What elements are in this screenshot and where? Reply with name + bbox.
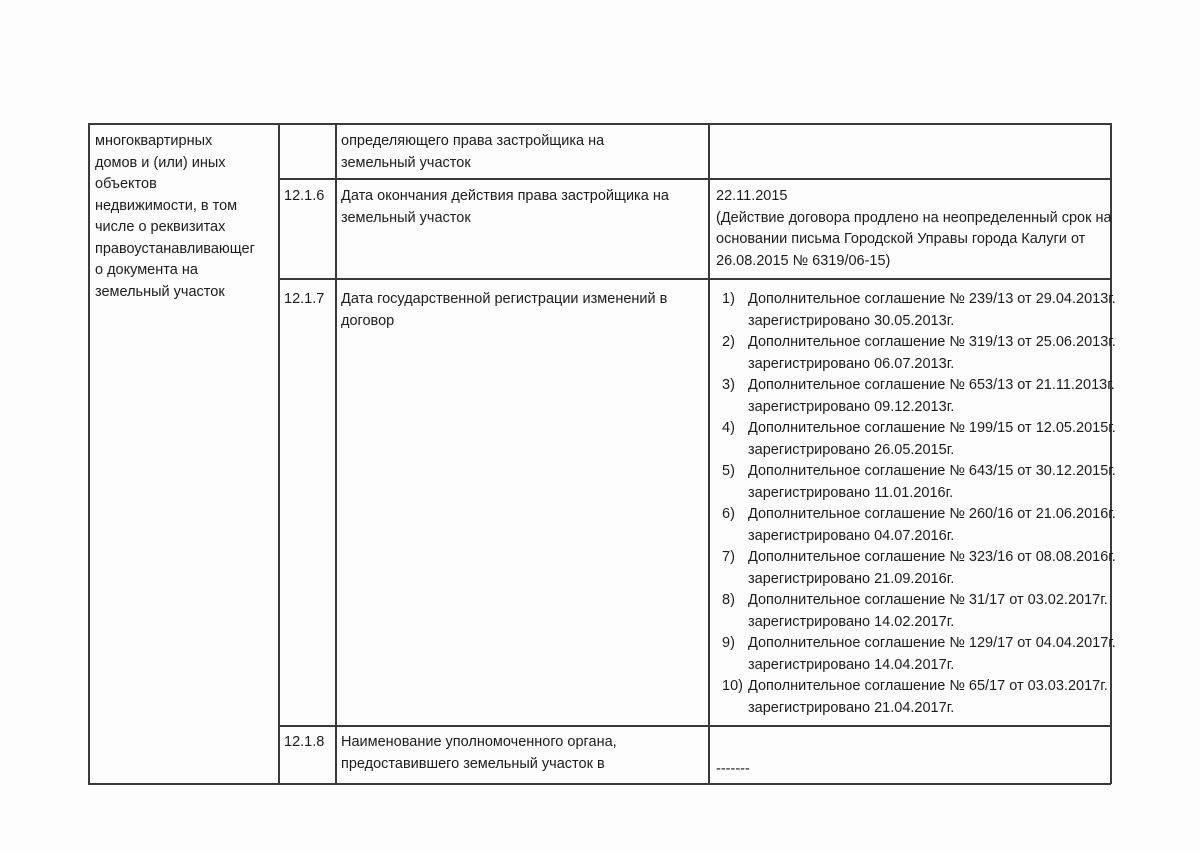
agreement-registration: зарегистрировано 26.05.2015г. [748,441,955,458]
column-divider [708,123,710,784]
label-line: Наименование уполномоченного органа, [341,734,617,750]
agreement-title: Дополнительное соглашение № 65/17 от 03.03.2017г. [748,678,1108,694]
agreement-title: Дополнительное соглашение № 239/13 от 29.04.2013г. [748,291,1116,307]
row-value: ------- [716,761,750,777]
agreement-title: Дополнительное соглашение № 129/17 от 04.04.2017г. [748,635,1116,651]
table-border-left [88,123,90,784]
table-border-top [88,123,1111,125]
list-item [722,633,1116,655]
agreement-registration: зарегистрировано 11.01.2016г. [748,484,954,501]
section-title-line: недвижимости, в том [95,197,238,214]
list-item [722,332,1116,354]
row-value [716,186,1112,272]
value-line: основании письма Городской Управы города Калуги от [716,231,1086,247]
list-number: 7) [722,549,735,565]
list-item [722,289,1116,311]
list-item [722,461,1116,483]
section-title-line: земельный участок [95,283,225,300]
section-title-cell [95,131,255,303]
list-number: 3) [722,377,735,393]
section-title-line: правоустанавливающег [95,240,255,257]
agreement-registration: зарегистрировано 21.04.2017г. [748,699,955,716]
section-title-line: домов и (или) иных [95,154,226,171]
row-label [341,732,617,775]
agreement-title: Дополнительное соглашение № 31/17 от 03.02.2017г. [748,592,1108,608]
row-label [341,186,669,229]
row-number: 12.1.7 [284,291,325,307]
column-divider [278,123,280,784]
agreements-list [722,289,1116,719]
agreement-registration: зарегистрировано 09.12.2013г. [748,398,955,415]
agreement-title: Дополнительное соглашение № 323/16 от 08.08.2016г. [748,549,1116,565]
agreement-title: Дополнительное соглашение № 653/13 от 21.11.2013г. [748,377,1115,393]
row-divider [278,278,1111,280]
row-number: 12.1.6 [284,188,325,204]
label-line: предоставившего земельный участок в [341,755,605,772]
value-line: 26.08.2015 № 6319/06-15) [716,252,891,269]
list-item [722,375,1116,397]
list-item [722,418,1116,440]
row-divider [278,178,1111,180]
row-number: 12.1.8 [284,734,325,750]
agreement-registration: зарегистрировано 21.09.2016г. [748,570,955,587]
agreement-registration: зарегистрировано 14.04.2017г. [748,656,955,673]
list-number: 10) [722,678,743,694]
section-title-line: объектов [95,176,157,192]
list-number: 5) [722,463,735,479]
list-number: 8) [722,592,735,608]
value-line: (Действие договора продлено на неопределенный срок на [716,209,1112,226]
agreement-title: Дополнительное соглашение № 260/16 от 21.06.2016г. [748,506,1116,522]
label-line: Дата окончания действия права застройщика на [341,188,669,204]
section-title-line: многоквартирных [95,133,213,149]
list-item [722,504,1116,526]
section-title-line: о документа на [95,262,198,278]
agreement-title: Дополнительное соглашение № 319/13 от 25.06.2013г. [748,334,1116,350]
list-number: 6) [722,506,735,522]
list-number: 1) [722,291,735,307]
list-number: 4) [722,420,735,436]
list-number: 9) [722,635,735,651]
list-item [722,590,1116,612]
agreement-registration: зарегистрировано 30.05.2013г. [748,312,955,329]
list-number: 2) [722,334,735,350]
agreement-title: Дополнительное соглашение № 643/15 от 30.12.2015г. [748,463,1116,479]
label-line: земельный участок [341,209,471,226]
label-line: Дата государственной регистрации изменений в [341,291,668,307]
table-border-bottom [88,783,1111,785]
label-line: договор [341,312,395,329]
label-line: определяющего права застройщика на [341,133,605,149]
column-divider [335,123,337,784]
value-line: 22.11.2015 [716,188,788,204]
agreement-title: Дополнительное соглашение № 199/15 от 12.05.2015г. [748,420,1116,436]
row-label [341,131,604,174]
row-divider [278,725,1111,727]
label-line: земельный участок [341,154,471,171]
agreement-registration: зарегистрировано 06.07.2013г. [748,355,955,372]
section-title-line: числе о реквизитах [95,219,226,235]
list-item [722,676,1116,698]
row-label [341,289,667,332]
agreement-registration: зарегистрировано 04.07.2016г. [748,527,955,544]
agreement-registration: зарегистрировано 14.02.2017г. [748,613,955,630]
list-item [722,547,1116,569]
